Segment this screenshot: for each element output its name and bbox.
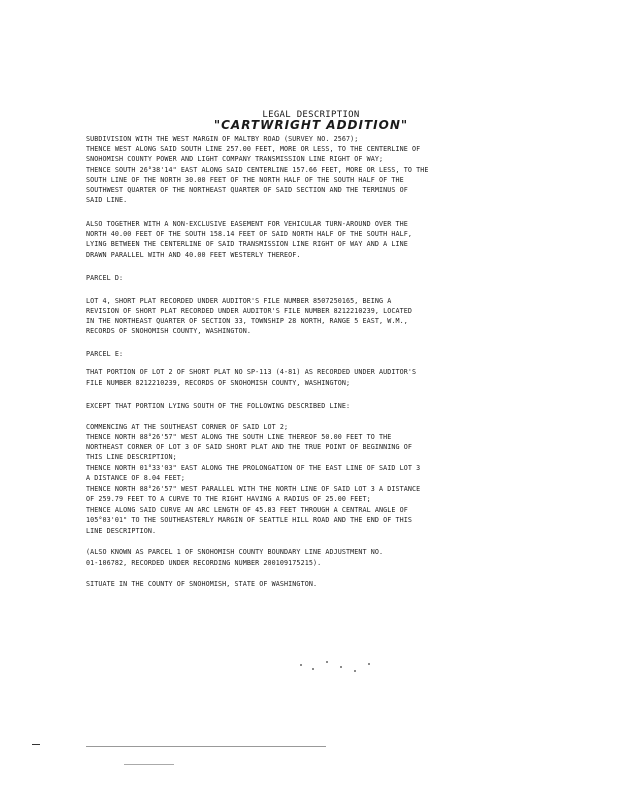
scan-mark	[124, 764, 174, 765]
scan-mark	[86, 746, 326, 747]
scan-mark	[32, 744, 40, 745]
text-line: A DISTANCE OF 8.04 FEET;	[86, 474, 186, 482]
parcel-d-label: PARCEL D:	[86, 274, 124, 282]
text-line: THAT PORTION OF LOT 2 OF SHORT PLAT NO SP-113 (4-81) AS RECORDED UNDER AUDITOR'S	[86, 368, 417, 376]
text-line: THENCE NORTH 88°26'57" WEST ALONG THE SOUTH LINE THEREOF 50.00 FEET TO THE	[86, 433, 392, 441]
text-line: THENCE ALONG SAID CURVE AN ARC LENGTH OF 45.83 FEET THROUGH A CENTRAL ANGLE OF	[86, 506, 408, 514]
text-line: LOT 4, SHORT PLAT RECORDED UNDER AUDITOR'S FILE NUMBER 8507250165, BEING A	[86, 297, 392, 305]
text-line: THENCE WEST ALONG SAID SOUTH LINE 257.00 FEET, MORE OR LESS, TO THE CENTERLINE OF	[86, 145, 421, 153]
text-line: SAID LINE.	[86, 196, 128, 204]
scan-speck	[340, 666, 342, 668]
text-line: ALSO TOGETHER WITH A NON-EXCLUSIVE EASEMENT FOR VEHICULAR TURN-AROUND OVER THE	[86, 220, 408, 228]
text-line: NORTH 40.00 FEET OF THE SOUTH 158.14 FEET OF SAID NORTH HALF OF THE SOUTH HALF,	[86, 230, 412, 238]
legal-description-heading: LEGAL DESCRIPTION	[262, 110, 360, 120]
scan-speck	[354, 670, 356, 672]
text-line: THENCE NORTH 88°26'57" WEST PARALLEL WITH THE NORTH LINE OF SAID LOT 3 A DISTANCE	[86, 485, 421, 493]
text-line: RECORDS OF SNOHOMISH COUNTY, WASHINGTON.	[86, 327, 252, 335]
text-line: FILE NUMBER 8212210239, RECORDS OF SNOHOMISH COUNTY, WASHINGTON;	[86, 379, 351, 387]
scan-speck	[300, 664, 302, 666]
text-line: NORTHEAST CORNER OF LOT 3 OF SAID SHORT PLAT AND THE TRUE POINT OF BEGINNING OF	[86, 443, 412, 451]
text-line: SOUTHWEST QUARTER OF THE NORTHEAST QUARTER OF SAID SECTION AND THE TERMINUS OF	[86, 186, 408, 194]
text-line: 01-106782, RECORDED UNDER RECORDING NUMBER 200109175215).	[86, 559, 322, 567]
text-line: SUBDIVISION WITH THE WEST MARGIN OF MALTBY ROAD (SURVEY NO. 2567);	[86, 135, 359, 143]
text-line: SITUATE IN THE COUNTY OF SNOHOMISH, STATE OF WASHINGTON.	[86, 580, 318, 588]
scan-speck	[312, 668, 314, 670]
text-line: (ALSO KNOWN AS PARCEL 1 OF SNOHOMISH COUNTY BOUNDARY LINE ADJUSTMENT NO.	[86, 548, 384, 556]
text-line: LINE DESCRIPTION.	[86, 527, 157, 535]
text-line: COMMENCING AT THE SOUTHEAST CORNER OF SAID LOT 2;	[86, 423, 289, 431]
text-line: REVISION OF SHORT PLAT RECORDED UNDER AUDITOR'S FILE NUMBER 8212210239, LOCATED	[86, 307, 412, 315]
text-line: OF 259.79 FEET TO A CURVE TO THE RIGHT HAVING A RADIUS OF 25.00 FEET;	[86, 495, 371, 503]
text-line: IN THE NORTHEAST QUARTER OF SECTION 33, TOWNSHIP 28 NORTH, RANGE 5 EAST, W.M.,	[86, 317, 408, 325]
addition-name-heading: "CARTWRIGHT ADDITION"	[213, 118, 409, 132]
text-line: LYING BETWEEN THE CENTERLINE OF SAID TRANSMISSION LINE RIGHT OF WAY AND A LINE	[86, 240, 408, 248]
text-line: EXCEPT THAT PORTION LYING SOUTH OF THE FOLLOWING DESCRIBED LINE:	[86, 402, 351, 410]
text-line: SNOHOMISH COUNTY POWER AND LIGHT COMPANY TRANSMISSION LINE RIGHT OF WAY;	[86, 155, 384, 163]
scan-speck	[326, 661, 328, 663]
scan-speck	[368, 663, 370, 665]
text-line: THENCE NORTH 01°33'03" EAST ALONG THE PROLONGATION OF THE EAST LINE OF SAID LOT 3	[86, 464, 421, 472]
text-line: 105°03'01" TO THE SOUTHEASTERLY MARGIN OF SEATTLE HILL ROAD AND THE END OF THIS	[86, 516, 412, 524]
text-line: THIS LINE DESCRIPTION;	[86, 453, 177, 461]
text-line: DRAWN PARALLEL WITH AND 40.00 FEET WESTERLY THEREOF.	[86, 251, 301, 259]
text-line: THENCE SOUTH 26°38'14" EAST ALONG SAID CENTERLINE 157.66 FEET, MORE OR LESS, TO THE	[86, 166, 429, 174]
text-line: SOUTH LINE OF THE NORTH 30.00 FEET OF THE NORTH HALF OF THE SOUTH HALF OF THE	[86, 176, 404, 184]
parcel-e-label: PARCEL E:	[86, 350, 124, 358]
